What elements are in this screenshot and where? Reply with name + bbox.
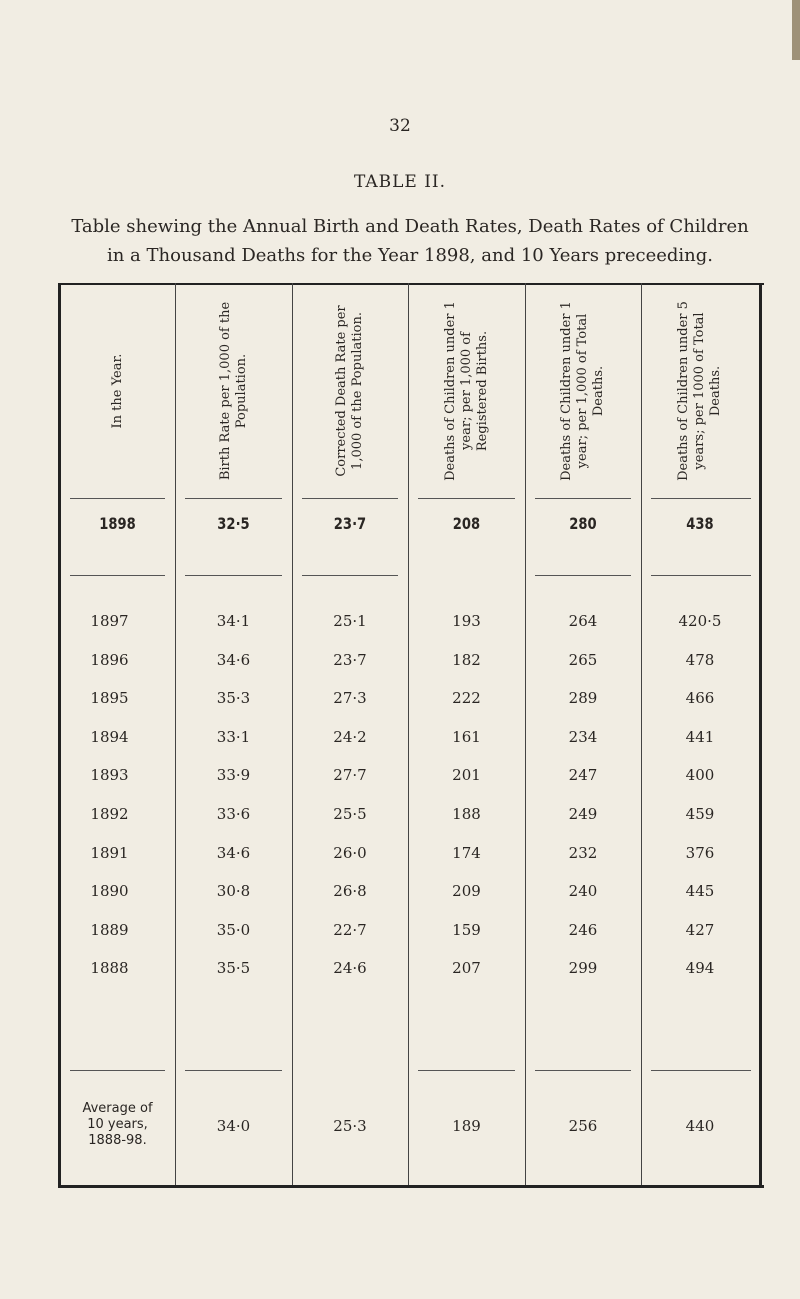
table-cell: 182 <box>452 651 481 669</box>
table-title: TABLE II. <box>353 172 447 192</box>
current-year-cell: 32·5 <box>217 514 250 533</box>
year-cell: 1888 <box>90 959 129 977</box>
current-year-rule <box>535 575 631 576</box>
statistics-table <box>60 283 762 1188</box>
current-year-rule <box>302 575 398 576</box>
current-year-cell: 208 <box>452 514 481 533</box>
table-cell: 376 <box>685 844 715 862</box>
current-year-cell: 438 <box>686 514 714 533</box>
table-cell: 459 <box>685 805 715 823</box>
header-rule <box>185 498 282 499</box>
year-cell: 1896 <box>90 651 129 669</box>
table-cell: 25·1 <box>333 612 367 630</box>
header-rule <box>70 498 165 499</box>
table-cell: 466 <box>685 689 715 707</box>
header-infant-births-label: Deaths of Children under 1 year; per 1,000 of Registered Births. <box>442 300 490 481</box>
year-cell: 1893 <box>90 766 129 784</box>
year-cell: 1891 <box>90 844 129 862</box>
current-year-rule <box>651 575 751 576</box>
table-cell: 265 <box>568 651 598 669</box>
table-cell: 174 <box>452 844 481 862</box>
header-rule <box>535 498 631 499</box>
year-cell: 1892 <box>90 805 129 823</box>
header-infant-deaths-label: Deaths of Children under 1 year; per 1,000 of Total Deaths. <box>559 300 606 481</box>
table-cell: 26·0 <box>333 844 367 862</box>
table-cell: 33·1 <box>216 728 251 746</box>
current-year-cell: 1898 <box>99 514 136 533</box>
table-cell: 246 <box>568 921 598 939</box>
average-rule <box>418 1070 515 1071</box>
header-child-deaths-label: Deaths of Children under 5 years; per 1000 of Total Deaths. <box>676 300 723 481</box>
table-cell: 23·7 <box>333 651 367 669</box>
table-cell: 188 <box>452 805 481 823</box>
table-cell: 209 <box>452 882 481 900</box>
header-year-label: In the Year. <box>109 353 125 428</box>
table-cell: 234 <box>568 728 598 746</box>
year-cell: 1889 <box>90 921 129 939</box>
header-infant-deaths <box>525 283 641 498</box>
header-death-rate <box>292 283 408 498</box>
average-label-line: Average of <box>82 1101 153 1116</box>
table-cell: 27·3 <box>333 689 367 707</box>
average-label-line: 10 years, <box>87 1117 148 1132</box>
average-label <box>60 1101 175 1149</box>
table-cell: 161 <box>452 728 481 746</box>
table-cell: 207 <box>452 959 481 977</box>
average-cell: 256 <box>568 1117 598 1135</box>
average-cell: 189 <box>452 1117 481 1135</box>
table-cell: 35·0 <box>216 921 251 939</box>
caption-line-2: in a Thousand Deaths for the Year 1898, and 10 Years preceeding. <box>106 245 713 266</box>
current-year-cell: 280 <box>569 514 597 533</box>
table-bottom-border <box>58 1185 764 1188</box>
table-cell: 299 <box>568 959 598 977</box>
table-cell: 232 <box>568 844 598 862</box>
table-cell: 400 <box>685 766 715 784</box>
table-cell: 35·3 <box>216 689 251 707</box>
header-rule <box>302 498 398 499</box>
table-cell: 35·5 <box>216 959 251 977</box>
header-rule <box>651 498 751 499</box>
average-cell: 440 <box>685 1117 715 1135</box>
table-cell: 33·9 <box>216 766 251 784</box>
table-cell: 201 <box>452 766 481 784</box>
year-cell: 1894 <box>90 728 129 746</box>
current-year-rule <box>70 575 165 576</box>
average-rule <box>70 1070 165 1071</box>
table-cell: 27·7 <box>333 766 367 784</box>
table-cell: 264 <box>568 612 598 630</box>
current-year-cell: 23·7 <box>333 514 367 533</box>
table-cell: 24·6 <box>333 959 367 977</box>
table-right-border <box>759 283 762 1188</box>
table-cell: 26·8 <box>333 882 367 900</box>
average-rule <box>185 1070 282 1071</box>
table-cell: 34·6 <box>216 651 251 669</box>
table-caption <box>50 212 770 270</box>
table-cell: 222 <box>452 689 481 707</box>
edge-mark <box>792 0 800 60</box>
table-cell: 34·6 <box>216 844 251 862</box>
average-rule <box>535 1070 631 1071</box>
table-cell: 494 <box>685 959 715 977</box>
table-cell: 289 <box>568 689 598 707</box>
current-year-rule <box>185 575 282 576</box>
table-cell: 247 <box>568 766 598 784</box>
header-child-deaths <box>641 283 759 498</box>
table-cell: 445 <box>685 882 715 900</box>
table-cell: 24·2 <box>333 728 367 746</box>
header-birth-rate-label: Birth Rate per 1,000 of the Population. <box>217 301 249 480</box>
table-cell: 159 <box>452 921 481 939</box>
table-cell: 30·8 <box>216 882 251 900</box>
table-cell: 478 <box>685 651 715 669</box>
table-cell: 240 <box>568 882 598 900</box>
table-cell: 22·7 <box>333 921 367 939</box>
header-rule <box>418 498 515 499</box>
table-cell: 25·5 <box>333 805 367 823</box>
page-number: 32 <box>389 116 411 136</box>
table-cell: 441 <box>685 728 715 746</box>
table-cell: 193 <box>452 612 481 630</box>
average-cell: 34·0 <box>216 1117 251 1135</box>
caption-line-1: Table shewing the Annual Birth and Death Rates, Death Rates of Children <box>71 216 749 237</box>
year-cell: 1897 <box>90 612 129 630</box>
table-cell: 249 <box>568 805 598 823</box>
year-cell: 1890 <box>90 882 129 900</box>
header-birth-rate <box>175 283 292 498</box>
table-cell: 34·1 <box>216 612 251 630</box>
header-year <box>60 283 175 498</box>
table-cell: 33·6 <box>216 805 251 823</box>
average-label-line: 1888-98. <box>88 1133 147 1148</box>
header-death-rate-label: Corrected Death Rate per 1,000 of the Population. <box>334 304 365 477</box>
header-infant-births <box>408 283 525 498</box>
table-cell: 420·5 <box>678 612 722 630</box>
average-cell: 25·3 <box>333 1117 367 1135</box>
table-cell: 427 <box>685 921 715 939</box>
average-rule <box>651 1070 751 1071</box>
year-cell: 1895 <box>90 689 129 707</box>
